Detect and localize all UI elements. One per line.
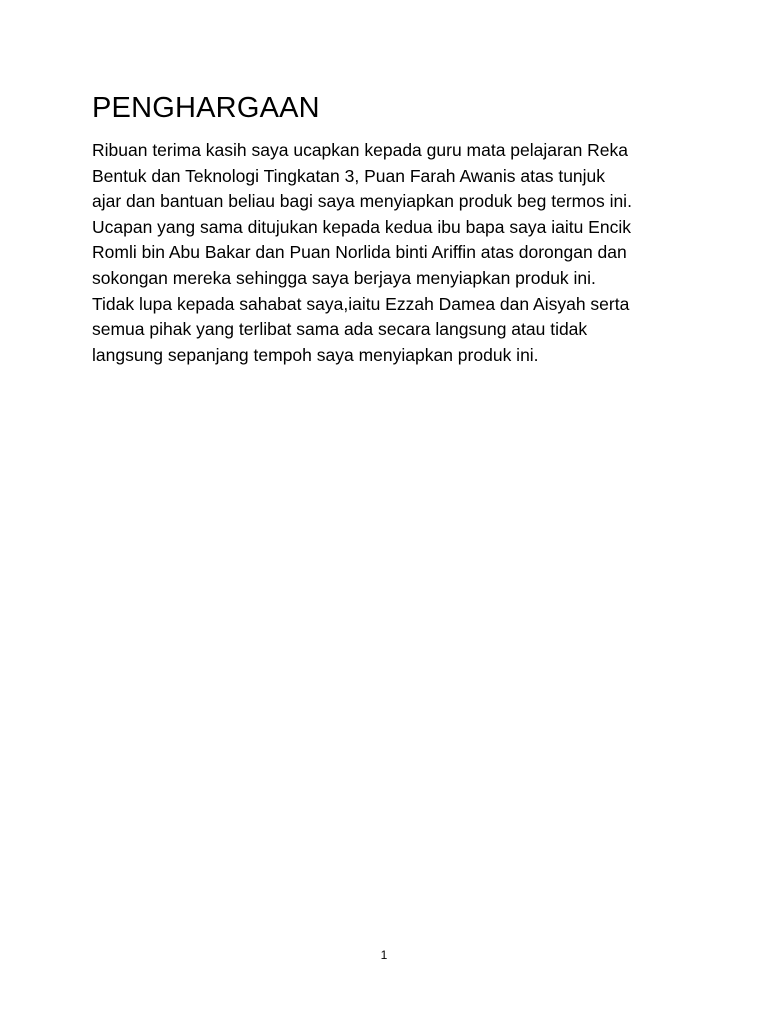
page-number: 1 — [380, 948, 388, 962]
page-content — [92, 90, 692, 368]
paragraph-line: langsung sepanjang tempoh saya menyiapkan produk ini. — [92, 344, 539, 365]
acknowledgement-paragraph — [92, 138, 692, 368]
paragraph-line: Bentuk dan Teknologi Tingkatan 3, Puan Farah Awanis atas tunjuk — [92, 165, 606, 186]
page-title: PENGHARGAAN — [92, 92, 320, 124]
paragraph-line: semua pihak yang terlibat sama ada secara langsung atau tidak — [92, 319, 588, 340]
paragraph-line: Tidak lupa kepada sahabat saya,iaitu Ezzah Damea dan Aisyah serta — [92, 293, 630, 314]
paragraph-line: sokongan mereka sehingga saya berjaya menyiapkan produk ini. — [92, 267, 596, 288]
paragraph-line: Ribuan terima kasih saya ucapkan kepada guru mata pelajaran Reka — [92, 140, 629, 160]
paragraph-line: Ucapan yang sama ditujukan kepada kedua ibu bapa saya iaitu Encik — [92, 216, 631, 237]
paragraph-line: Romli bin Abu Bakar dan Puan Norlida binti Ariffin atas dorongan dan — [92, 242, 627, 263]
paragraph-line: ajar dan bantuan beliau bagi saya menyiapkan produk beg termos ini. — [92, 191, 632, 212]
